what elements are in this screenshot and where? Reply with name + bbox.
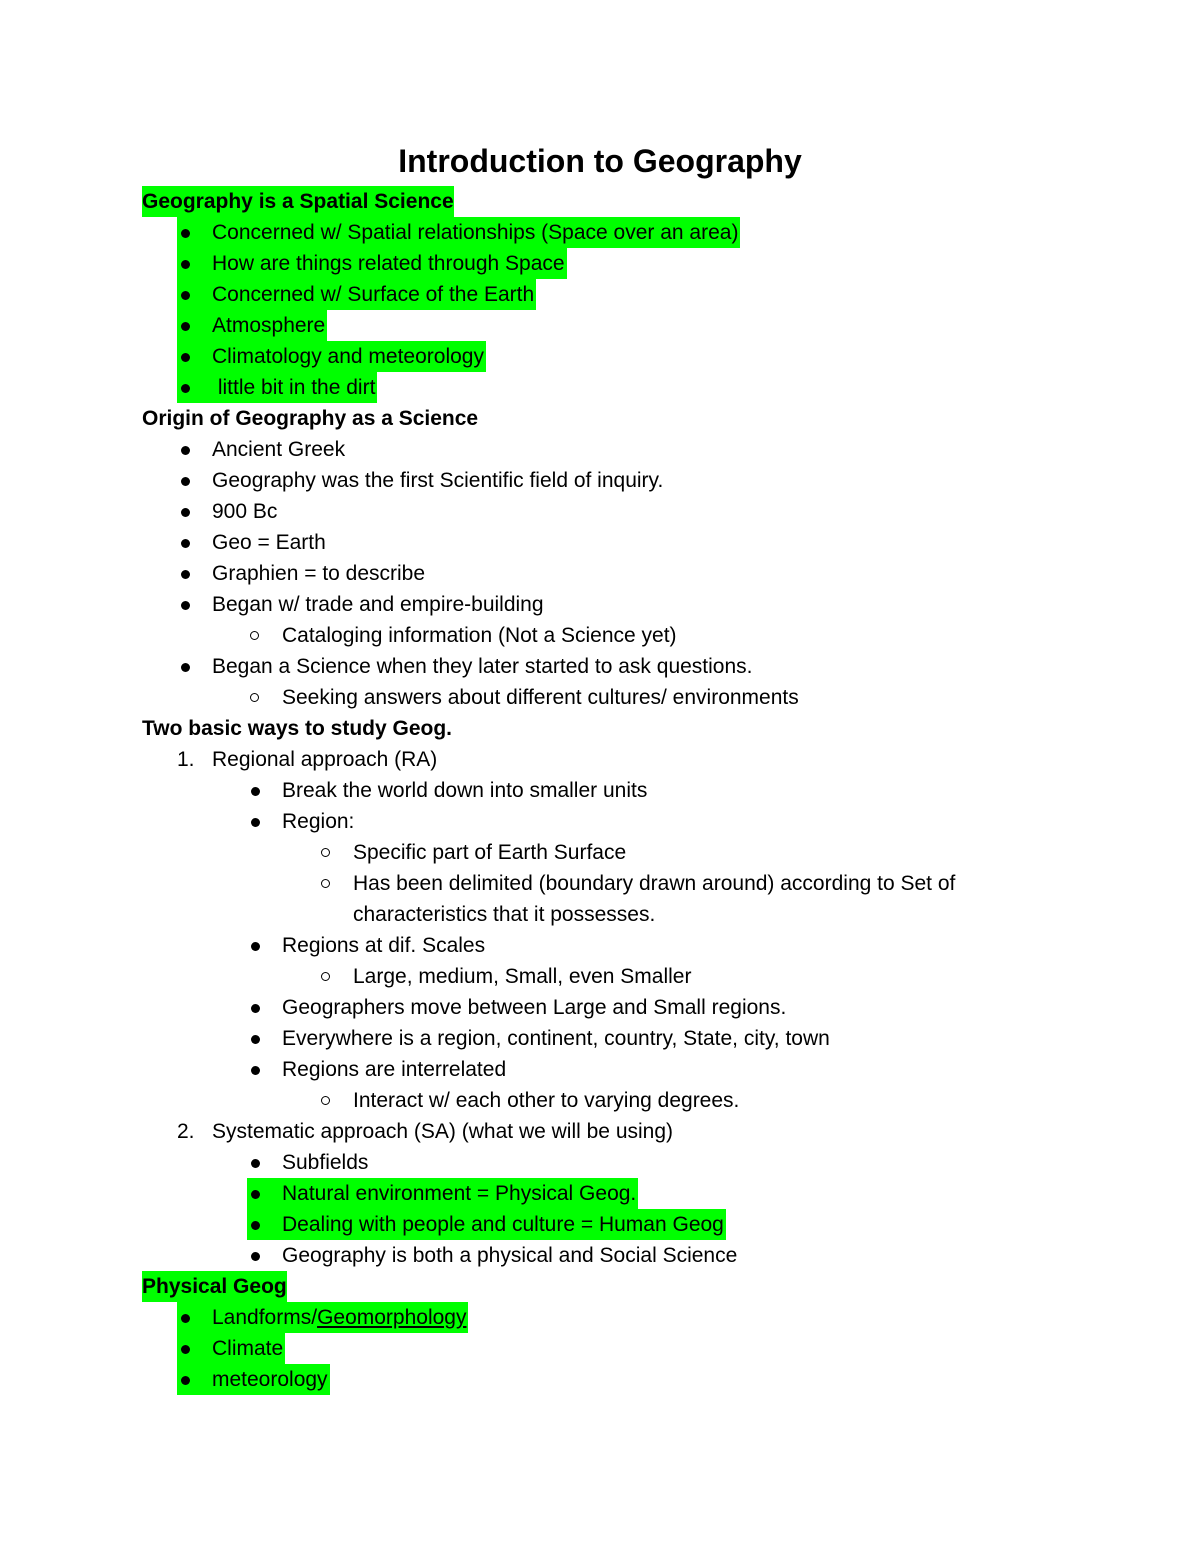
bullet-circle-icon <box>250 693 259 702</box>
bullet-circle-icon <box>321 972 330 981</box>
bullet-dot-icon <box>251 1190 260 1199</box>
bullet-circle-icon <box>250 631 259 640</box>
list-number: 2. <box>177 1120 195 1143</box>
list-item: Landforms/ Geomorphology <box>0 1302 1200 1333</box>
bullet-dot-icon <box>181 539 190 548</box>
bullet-dot-icon <box>181 384 190 393</box>
list-item: meteorology <box>0 1364 1200 1395</box>
list-item: Has been delimited (boundary drawn around) according to Set of <box>0 868 1200 899</box>
geomorphology-link[interactable]: Geomorphology <box>317 1306 467 1329</box>
bullet-dot-icon <box>251 1221 260 1230</box>
document-body <box>0 186 1200 1395</box>
section-heading-spatial: Geography is a Spatial Science <box>142 186 454 217</box>
list-item: little bit in the dirt <box>0 372 1200 403</box>
list-item: Regions are interrelated <box>0 1054 1200 1085</box>
bullet-circle-icon <box>321 848 330 857</box>
bullet-dot-icon <box>181 1376 190 1385</box>
list-item: Natural environment = Physical Geog. <box>0 1178 1200 1209</box>
list-item: 1. Regional approach (RA) <box>0 744 1200 775</box>
list-item: Interact w/ each other to varying degrees. <box>0 1085 1200 1116</box>
bullet-circle-icon <box>321 1096 330 1105</box>
bullet-dot-icon <box>181 663 190 672</box>
bullet-dot-icon <box>181 353 190 362</box>
list-item-continuation: characteristics that it possesses. <box>353 903 656 926</box>
bullet-dot-icon <box>251 942 260 951</box>
bullet-dot-icon <box>181 477 190 486</box>
list-item: Geography was the first Scientific field of inquiry. <box>0 465 1200 496</box>
bullet-dot-icon <box>181 1345 190 1354</box>
section-heading-origin: Origin of Geography as a Science <box>142 407 479 430</box>
section-heading-line <box>0 1271 1200 1302</box>
bullet-dot-icon <box>181 291 190 300</box>
list-item: Dealing with people and culture = Human Geog <box>0 1209 1200 1240</box>
bullet-circle-icon <box>321 879 330 888</box>
list-item: Regions at dif. Scales <box>0 930 1200 961</box>
list-item: Geography is both a physical and Social Science <box>0 1240 1200 1271</box>
list-item: Cataloging information (Not a Science yet) <box>0 620 1200 651</box>
bullet-dot-icon <box>181 260 190 269</box>
bullet-dot-icon <box>251 1159 260 1168</box>
section-heading-ways: Two basic ways to study Geog. <box>142 717 453 740</box>
bullet-dot-icon <box>251 1066 260 1075</box>
list-item: 2. Systematic approach (SA) (what we will be using) <box>0 1116 1200 1147</box>
section-heading-physical: Physical Geog <box>142 1271 287 1302</box>
list-item: Climatology and meteorology <box>0 341 1200 372</box>
list-item: How are things related through Space <box>0 248 1200 279</box>
bullet-dot-icon <box>251 1035 260 1044</box>
list-item: Large, medium, Small, even Smaller <box>0 961 1200 992</box>
bullet-dot-icon <box>251 787 260 796</box>
bullet-dot-icon <box>181 570 190 579</box>
list-item: Seeking answers about different cultures/ environments <box>0 682 1200 713</box>
section-heading-line <box>0 403 1200 434</box>
section-heading-line <box>0 713 1200 744</box>
document-title: Introduction to Geography <box>398 143 802 179</box>
list-item: Began w/ trade and empire-building <box>0 589 1200 620</box>
list-item: Subfields <box>0 1147 1200 1178</box>
bullet-dot-icon <box>181 446 190 455</box>
list-item: Geo = Earth <box>0 527 1200 558</box>
bullet-dot-icon <box>181 322 190 331</box>
list-item: Concerned w/ Surface of the Earth <box>0 279 1200 310</box>
bullet-dot-icon <box>251 1252 260 1261</box>
list-item: Region: <box>0 806 1200 837</box>
list-item: Specific part of Earth Surface <box>0 837 1200 868</box>
bullet-dot-icon <box>181 229 190 238</box>
list-item: Everywhere is a region, continent, country, State, city, town <box>0 1023 1200 1054</box>
list-item: Atmosphere <box>0 310 1200 341</box>
bullet-dot-icon <box>251 818 260 827</box>
list-item: Break the world down into smaller units <box>0 775 1200 806</box>
list-item: Ancient Greek <box>0 434 1200 465</box>
list-item: Climate <box>0 1333 1200 1364</box>
bullet-dot-icon <box>251 1004 260 1013</box>
bullet-dot-icon <box>181 601 190 610</box>
bullet-dot-icon <box>181 508 190 517</box>
bullet-dot-icon <box>181 1314 190 1323</box>
list-item: Concerned w/ Spatial relationships (Space over an area) <box>0 217 1200 248</box>
list-item: Began a Science when they later started to ask questions. <box>0 651 1200 682</box>
list-item: Geographers move between Large and Small regions. <box>0 992 1200 1023</box>
list-item: 900 Bc <box>0 496 1200 527</box>
list-number: 1. <box>177 748 195 771</box>
section-heading-line <box>0 186 1200 217</box>
list-item: Graphien = to describe <box>0 558 1200 589</box>
